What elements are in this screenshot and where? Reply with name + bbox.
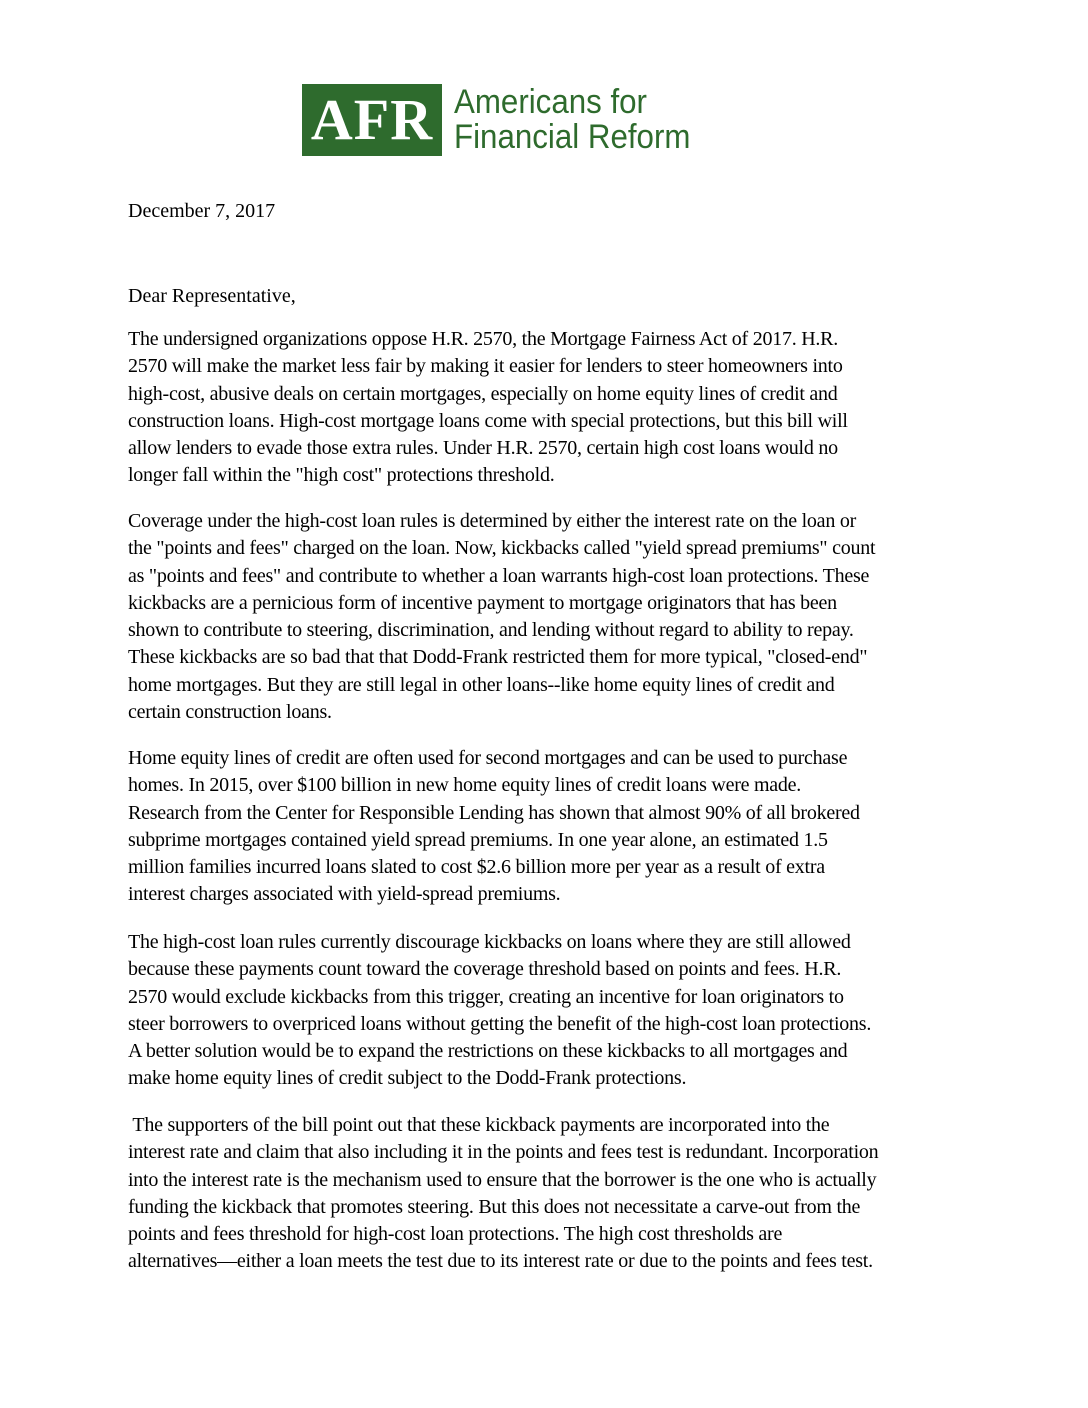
text-line: interest charges associated with yield-spread premiums. xyxy=(128,883,561,906)
text-line: make home equity lines of credit subject to the Dodd-Frank protections. xyxy=(128,1067,687,1090)
text-line: certain construction loans. xyxy=(128,701,332,724)
text-line: Research from the Center for Responsible Lending has shown that almost 90% of all brokered xyxy=(128,801,860,824)
text-line: home mortgages. But they are still legal in other loans--like home equity lines of credit and xyxy=(128,673,835,696)
afr-logo-mark xyxy=(302,84,442,156)
text-line: homes. In 2015, over $100 billion in new home equity lines of credit loans were made. xyxy=(128,774,802,797)
text-line: 2570 will make the market less fair by making it easier for lenders to steer homeowners into xyxy=(128,355,843,378)
text-line: kickbacks are a pernicious form of incentive payment to mortgage originators that has been xyxy=(128,591,837,614)
text-line: The supporters of the bill point out that these kickback payments are incorporated into the xyxy=(128,1114,830,1136)
text-line: Coverage under the high-cost loan rules is determined by either the interest rate on the loan or xyxy=(128,510,856,532)
afr-logo xyxy=(302,84,711,156)
text-line: Home equity lines of credit are often used for second mortgages and can be used to purchase xyxy=(128,747,848,769)
paragraph-4 xyxy=(128,929,958,1093)
logo-abbr: AFR xyxy=(310,87,434,152)
text-line: subprime mortgages contained yield spread premiums. In one year alone, an estimated 1.5 xyxy=(128,828,828,851)
text-line: 2570 would exclude kickbacks from this trigger, creating an incentive for loan originators to xyxy=(128,985,844,1008)
text-line: as "points and fees" and contribute to whether a loan warrants high-cost loan protections. These xyxy=(128,564,870,587)
text-line: shown to contribute to steering, discrimination, and lending without regard to ability to repay. xyxy=(128,619,854,642)
text-line: construction loans. High-cost mortgage loans come with special protections, but this bill will xyxy=(128,409,848,432)
text-line: interest rate and claim that also including it in the points and fees test is redundant. Incorporation xyxy=(128,1141,879,1164)
text-line: The high-cost loan rules currently discourage kickbacks on loans where they are still allowed xyxy=(128,931,851,953)
text-line: because these payments count toward the coverage threshold based on points and fees. H.R. xyxy=(128,958,842,981)
text-line: steer borrowers to overpriced loans without getting the benefit of the high-cost loan protections. xyxy=(128,1012,872,1035)
logo-line-1: Americans for xyxy=(454,83,647,121)
paragraph-3 xyxy=(128,745,958,909)
letter-date: December 7, 2017 xyxy=(128,200,276,222)
paragraph-2 xyxy=(128,508,958,726)
text-line: funding the kickback that promotes steering. But this does not necessitate a carve-out from the xyxy=(128,1195,861,1218)
logo-line-2: Financial Reform xyxy=(454,118,691,156)
text-line: A better solution would be to expand the restrictions on these kickbacks to all mortgages and xyxy=(128,1040,848,1063)
paragraph-1 xyxy=(128,326,958,490)
text-line: the "points and fees" charged on the loan. Now, kickbacks called "yield spread premiums" count xyxy=(128,537,876,560)
text-line: allow lenders to evade those extra rules. Under H.R. 2570, certain high cost loans would no xyxy=(128,437,838,460)
text-line: points and fees threshold for high-cost loan protections. The high cost thresholds are xyxy=(128,1223,783,1246)
text-line: alternatives—either a loan meets the test due to its interest rate or due to the points and fees test. xyxy=(128,1250,873,1273)
logo-wordmark xyxy=(454,85,690,155)
text-line: These kickbacks are so bad that that Dodd-Frank restricted them for more typical, "closed-end" xyxy=(128,646,868,669)
text-line: The undersigned organizations oppose H.R. 2570, the Mortgage Fairness Act of 2017. H.R. xyxy=(128,328,838,350)
paragraph-5 xyxy=(128,1112,958,1276)
text-line: million families incurred loans slated to cost $2.6 billion more per year as a result of extra xyxy=(128,856,825,879)
salutation: Dear Representative, xyxy=(128,285,296,307)
text-line: longer fall within the "high cost" protections threshold. xyxy=(128,464,555,487)
text-line: into the interest rate is the mechanism used to ensure that the borrower is the one who is actually xyxy=(128,1168,877,1191)
text-line: high-cost, abusive deals on certain mortgages, especially on home equity lines of credit and xyxy=(128,382,838,405)
